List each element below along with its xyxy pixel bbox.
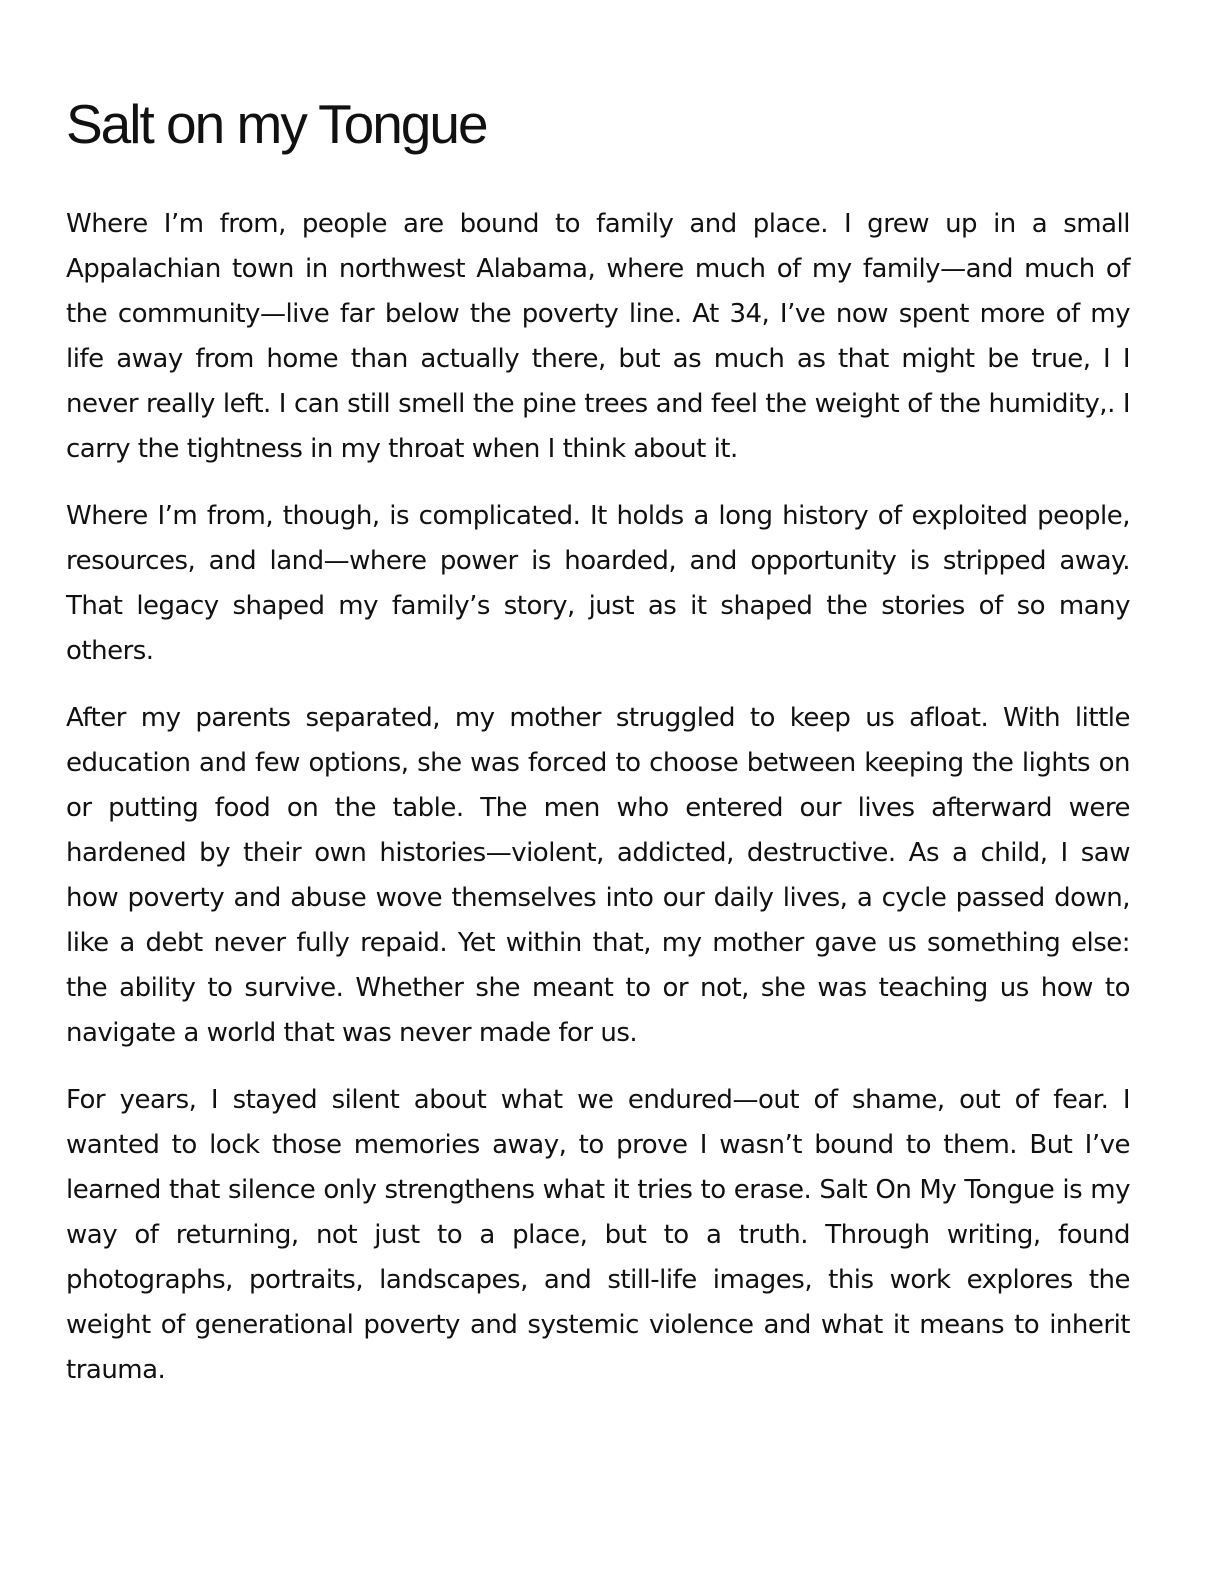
document-page: [66, 88, 1130, 1415]
paragraph-where-im-from: Where I’m from, people are bound to family and place. I grew up in a small Appalachian town in northwest Alabama, where much of my family—and much of the community—live far below the poverty line. At 34, I’ve now spent more of my life away from home than actually there, but as much as that might be true, I I never really left. I can still smell the pine trees and feel the weight of the humidity,. I carry the tightness in my throat when I think about it.: [66, 209, 1130, 464]
paragraph-complicated-history: Where I’m from, though, is complicated. It holds a long history of exploited people, resources, and land—where power is hoarded, and opportunity is stripped away. That legacy shaped my family’s story, just as it shaped the stories of so many others.: [66, 501, 1130, 666]
paragraph-stayed-silent: For years, I stayed silent about what we endured—out of shame, out of fear. I wanted to lock those memories away, to prove I wasn’t bound to them. But I’ve learned that silence only strengthens what it tries to erase. Salt On My Tongue is my way of returning, not just to a place, but to a truth. Through writing, found photographs, portraits, landscapes, and still-life images, this work explores the weight of generational poverty and systemic violence and what it means to inherit trauma.: [66, 1085, 1130, 1385]
paragraph-parents-separated: After my parents separated, my mother struggled to keep us afloat. With little education and few options, she was forced to choose between keeping the lights on or putting food on the table. The men who entered our lives afterward were hardened by their own histories—violent, addicted, destructive. As a child, I saw how poverty and abuse wove themselves into our daily lives, a cycle passed down, like a debt never fully repaid. Yet within that, my mother gave us something else: the ability to survive. Whether she meant to or not, she was teaching us how to navigate a world that was never made for us.: [66, 703, 1130, 1048]
document-title: Salt on my Tongue: [66, 93, 487, 155]
